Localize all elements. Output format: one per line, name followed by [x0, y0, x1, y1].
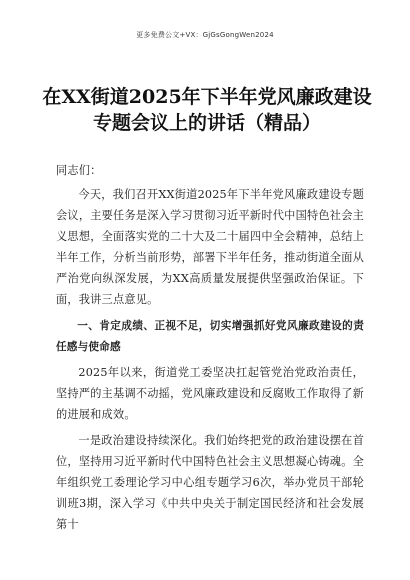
header-note: 更多免费公文+VX：GjGsGongWen2024: [136, 31, 274, 39]
section-heading-1: 一、肯定成绩、正视不足，切实增强抓好党风廉政建设的责任感与使命感: [56, 320, 364, 353]
salutation: 同志们：: [56, 164, 102, 177]
paragraph-achievements: 2025年以来，街道党工委坚决扛起管党治党政治责任，坚持严的主基调不动摇，党风廉政建设和反腐败工作取得了新的进展和成效。: [56, 366, 364, 421]
paragraph-intro: 今天，我们召开XX街道2025年下半年党风廉政建设专题会议，主要任务是深入学习贯彻习近平新时代中国特色社会主义思想，全面落实党的二十大及二十届四中全会精神，总结上半年工作，分析当前形势，部署下半年任务，推动街道全面从严治党向纵深发展，为XX高质量发展提供坚强政治保证。下面，我讲三点意见。: [56, 188, 364, 306]
document-title: 在XX街道2025年下半年党风廉政建设专题会议上的讲话（精品）: [42, 86, 372, 134]
paragraph-political-building: 一是政治建设持续深化。我们始终把党的政治建设摆在首位，坚持用习近平新时代中国特色社会主义思想凝心铸魂。全年组织党工委理论学习中心组专题学习6次，举办党员干部轮训班3期，深入学习《中共中央关于制定国民经济和社会发展第十: [56, 434, 364, 531]
